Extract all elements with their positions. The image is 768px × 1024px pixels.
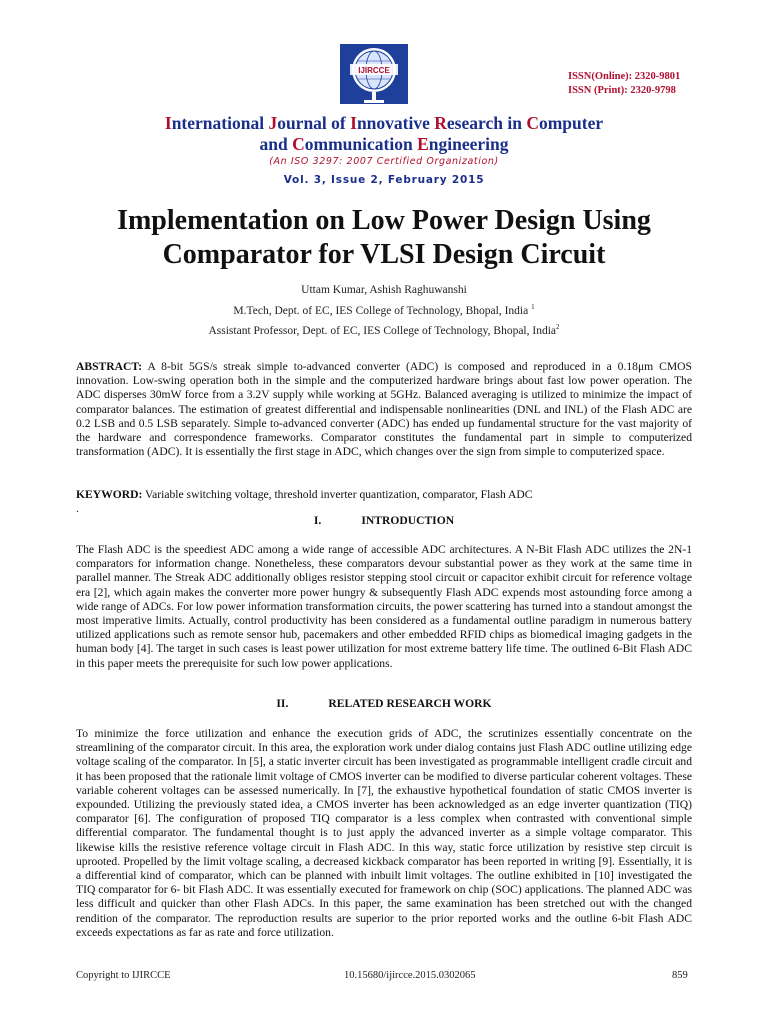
- authors: Uttam Kumar, Ashish Raghuwanshi: [301, 284, 467, 296]
- keyword-trailer: .: [76, 502, 79, 516]
- ijircce-logo-icon: [336, 42, 412, 110]
- affiliation-1: M.Tech, Dept. of EC, IES College of Technology, Bhopal, India $^1$: [233, 303, 535, 317]
- issn-block: [568, 70, 680, 98]
- footer-doi: 10.15680/ijircce.2015.0302065: [344, 970, 476, 981]
- abstract: [76, 360, 692, 459]
- abstract-text: A 8-bit 5GS/s streak simple to-advanced converter (ADC) is composed and reproduced in a 0.18μm CMOS innovation. Low-swing operation both in the simple and the computerized hardware brings about fast low power operation. The ADC disperses 30mW force from a 3.2V supply while working at 5GHz. Balanced averaging is utilized to minimize the impact of comparator balances. The estimation of greatest differential and indispensable nonlinearities (DNL and INL) of the Flash ADC are 0.2 LSB and 0.5 LSB separately. Simple to-advanced converter (ADC) has ended up fundamental structure for the vast majority of the hardware and correspondence frameworks. Comparator constitutes the fundamental part in simple to computerized transformation (ADC). It is essentially the first stage in ADC, which changes over the sign from simple to computerized space.: [76, 360, 692, 459]
- paper-title: [40, 204, 728, 272]
- affiliation-2: Assistant Professor, Dept. of EC, IES College of Technology, Bhopal, India$^2$: [208, 323, 560, 337]
- issn-online: ISSN(Online): 2320-9801: [568, 71, 681, 82]
- logo-text: IJIRCCE: [358, 66, 390, 75]
- section-heading-related-work: II. RELATED RESEARCH WORK: [276, 697, 492, 710]
- section-heading-introduction: I. INTRODUCTION: [313, 514, 455, 527]
- keywords: [76, 488, 692, 516]
- paper-title-line1: Implementation on Low Power Design Using: [117, 205, 651, 236]
- paper-title-line2: Comparator for VLSI Design Circuit: [162, 239, 606, 270]
- keyword-label: KEYWORD:: [76, 488, 143, 501]
- volume-issue: Vol. 3, Issue 2, February 2015: [283, 174, 485, 186]
- abstract-label: ABSTRACT:: [76, 360, 143, 373]
- keyword-text: Variable switching voltage, threshold inverter quantization, comparator, Flash ADC: [142, 488, 533, 501]
- issn-print: ISSN (Print): 2320-9798: [568, 85, 676, 96]
- organization-note: (An ISO 3297: 2007 Certified Organization): [269, 156, 499, 167]
- section-introduction-text: The Flash ADC is the speediest ADC among a wide range of accessible ADC architectures. A N-Bit Flash ADC utilizes the 2N-1 comparators for information change. Nonetheless, these comparators devour substantial power as they work at the same time in parallel manner. The Streak ADC additionally obliges resistor stepping stool circuit or capacitor exhibit circuit for reference voltage era [2], which again makes the converter more power hungry & subsequently Flash ADC expends most astounding force among a wide range of ADCs. For low power information transformation circuits, the power scattering has turned into a standout amongst the most imperative limits. Actually, control productivity has been considered as a fundamental outline paradigm in numerous battery utilized applications such as remote sensor hub, pacemakers and other embedded RFID chips as biomedical imaging gadgets in the human body [4]. The target in such cases is least power utilization for most extreme battery life time. The outlined 6-Bit Flash ADC in this paper meets the prerequisite for such low power applications.: [76, 543, 692, 670]
- footer-copyright: Copyright to IJIRCCE: [76, 970, 171, 981]
- journal-title-line2: and Communication Engineering: [259, 134, 509, 154]
- journal-title: [60, 113, 708, 155]
- journal-title-line1: International Journal of Innovative Research in Computer: [164, 113, 604, 133]
- section-related-work-text: To minimize the force utilization and enhance the execution grids of ADC, the scrutinizes essentially concentrate on the streamlining of the comparator circuit. In this area, the exploration work under dialog contains just Flash ADC outline utilizing edge voltage scaling of the comparator. In [5], a static inverter circuit has been investigated as programmable intelligent cradle circuit and it has been proposed that the rationale limit voltage of CMOS inverter can be modified to diverse particular coherent voltages. These variable coherent voltages can be assessed numerically. In [7], the exhaustive hypothetical foundation of static CMOS inverter is expounded. Utilizing the previously stated idea, a CMOS inverter has been acknowledged as an edge inverter quantization (TIQ) comparator [6]. The configuration of proposed TIQ comparator is a less complex when contrasted with conventional simple differential comparator. The fundamental thought is to just apply the advanced inverter as a simple voltage comparator. This likewise kills the resistive reference voltage circuit in Flash ADC. In this way, static force utilization by resistive step circuit is uprooted. Propelled by the limit voltage scaling, a decreased kickback comparator has been reported in writing [9]. Essentially, it is a differential kind of comparator, which can be planned with inbuilt limit voltages. The outline exhibited in [10] investigated the TIQ comparator for 6- bit Flash ADC. It was essentially executed for framework on chip (SOC) applications. The planned ADC was less difficult and quicker than other Flash ADCs. In this paper, the same examination has been stretched out with the changed rendition of the comparator. The reproduction results are superior to the prior reported works and the outline 6-bit Flash ADC exceeds expectations as far as rate and force utilization.: [76, 727, 692, 939]
- footer-page-number: 859: [672, 970, 688, 981]
